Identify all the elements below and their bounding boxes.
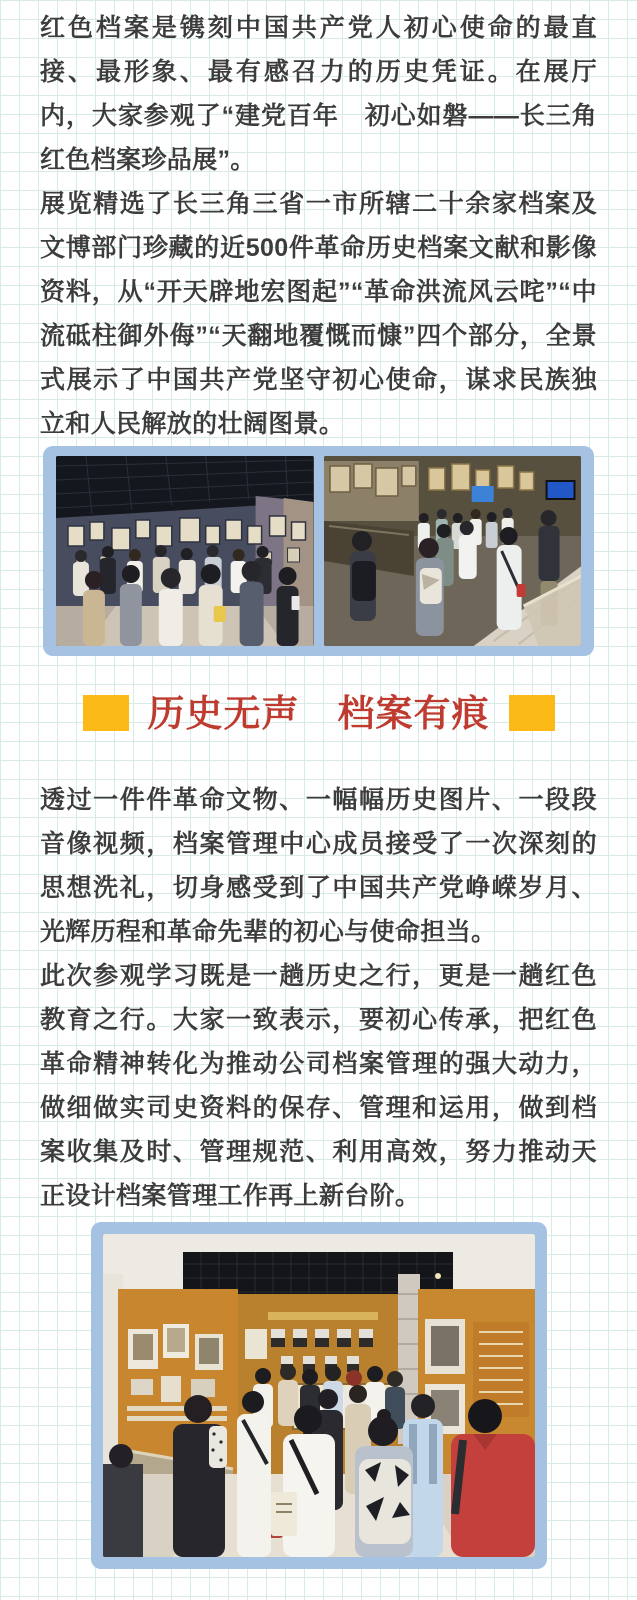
exhibition-photo-left-graphic xyxy=(56,456,314,646)
heading-right-block xyxy=(509,695,555,731)
exhibition-photo-left[interactable] xyxy=(56,456,314,646)
photo-bottom xyxy=(91,1222,547,1569)
exhibition-photo-bottom-graphic xyxy=(103,1234,535,1557)
paragraph-2: 展览精选了长三角三省一市所辖二十余家档案及文博部门珍藏的近500件革命历史档案文献和影像资料，从“开天辟地宏图起”“革命洪流风云咤”“中流砥柱御外侮”“天翻地覆慨而慷”四个部分，全景式展示了中国共产党坚守初心使命，谋求民族独立和人民解放的壮阔图景。 xyxy=(40,190,597,438)
exhibition-photo-right-graphic xyxy=(324,456,582,646)
section-heading xyxy=(0,694,637,732)
paragraph-1: 红色档案是镌刻中国共产党人初心使命的最直接、最形象、最有感召力的历史凭证。在展厅内，大家参观了“建党百年 初心如磐——长三角红色档案珍品展”。 xyxy=(40,14,597,174)
paragraph-3: 透过一件件革命文物、一幅幅历史图片、一段段音像视频，档案管理中心成员接受了一次深刻的思想洗礼，切身感受到了中国共产党峥嵘岁月、光辉历程和革命先辈的初心与使命担当。 xyxy=(40,786,597,946)
section-heading-text: 历史无声 档案有痕 xyxy=(147,692,490,734)
heading-left-block xyxy=(83,695,129,731)
exhibition-photo-right[interactable] xyxy=(324,456,582,646)
photo-row xyxy=(43,446,594,656)
paragraph-4: 此次参观学习既是一趟历史之行，更是一趟红色教育之行。大家一致表示，要初心传承，把红色革命精神转化为推动公司档案管理的强大动力，做细做实司史资料的保存、管理和运用，做到档案收集及时、管理规范、利用高效，努力推动天正设计档案管理工作再上新台阶。 xyxy=(40,962,597,1210)
exhibition-photo-bottom[interactable] xyxy=(103,1234,535,1557)
